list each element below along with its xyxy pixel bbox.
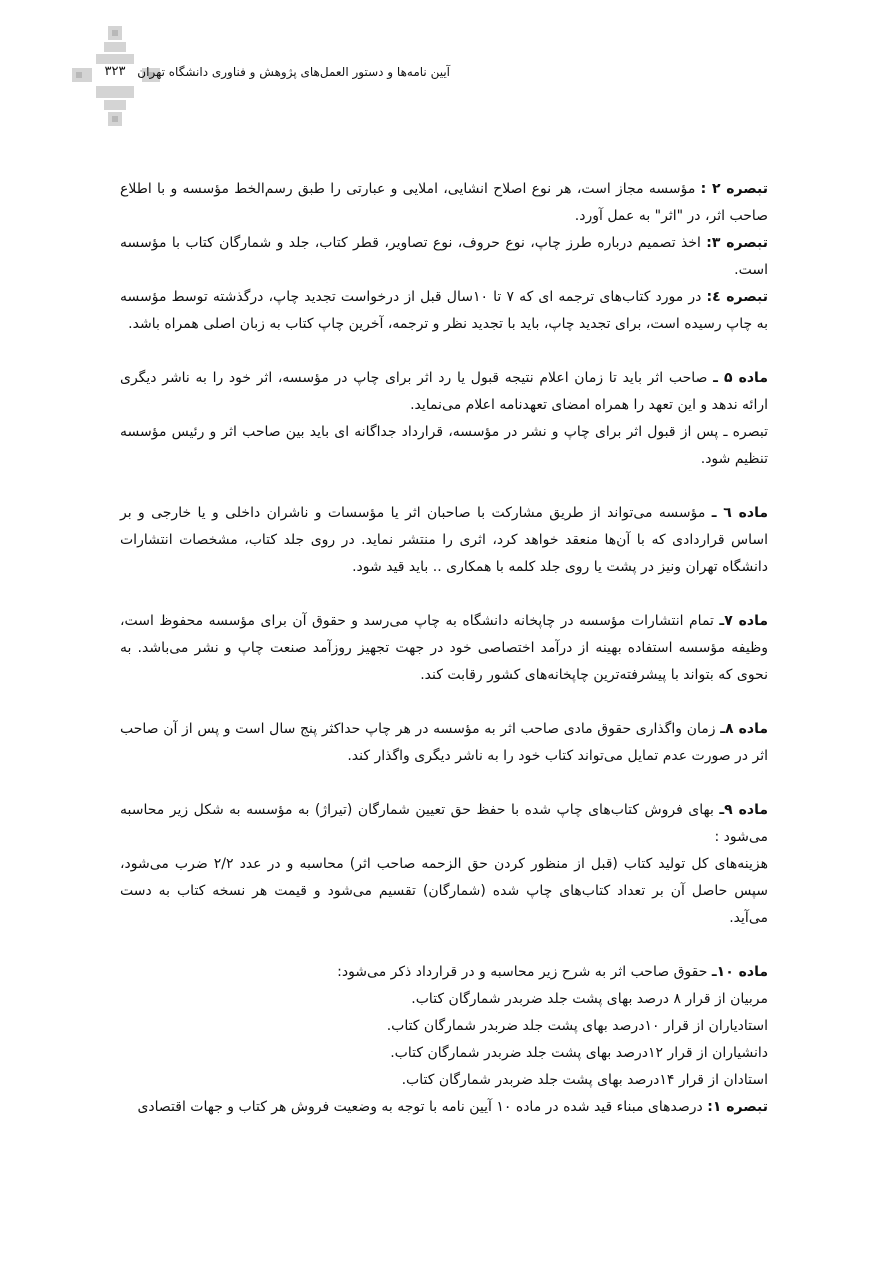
article-10-note-label: تبصره ۱: xyxy=(707,1099,768,1115)
running-header: آیین نامه‌ها و دستور العمل‌های پژوهش و فناوری دانشگاه تهران xyxy=(137,65,450,79)
body-text xyxy=(120,176,768,1121)
article-10-item: استادان از قرار ۱۴درصد بهای پشت جلد ضربدر شمارگان کتاب. xyxy=(401,1072,768,1088)
article-7 xyxy=(120,608,768,689)
page-number: ۳۲۳ xyxy=(104,64,126,79)
article-6-label: ماده ٦ ـ xyxy=(711,505,769,521)
note-2-text: مؤسسه مجاز است، هر نوع اصلاح انشایی، املایی و عبارتی را طبق رسم‌الخط مؤسسه و با اطلاع صاحب اثر، در "اثر" به عمل آورد. xyxy=(120,181,768,224)
article-5-text: صاحب اثر باید تا زمان اعلام نتیجه قبول یا رد اثر برای چاپ در مؤسسه، اثر خود را به ناشر دیگری ارائه ندهد و این تعهد را همراه امضای تعهدنامه اعلام می‌نماید. xyxy=(120,370,768,413)
article-10 xyxy=(120,959,768,986)
article-6 xyxy=(120,500,768,581)
note-4-label: تبصره ٤: xyxy=(706,289,768,305)
article-9-detail: هزینه‌های کل تولید کتاب (قبل از منظور کردن حق الزحمه صاحب اثر) محاسبه و در عدد ۲/۲ ضرب می‌شود، سپس حاصل آن بر تعداد کتاب‌های چاپ شده (شمارگان) تقسیم می‌شود و قیمت هر نسخه کتاب به دست می‌آید. xyxy=(120,856,768,926)
note-4 xyxy=(120,284,768,338)
article-5-note: تبصره ـ پس از قبول اثر برای چاپ و نشر در مؤسسه، قرارداد جداگانه ای باید بین صاحب اثر و رئیس مؤسسه تنظیم شود. xyxy=(120,424,768,467)
article-10-item: استادیاران از قرار ۱۰درصد بهای پشت جلد ضربدر شمارگان کتاب. xyxy=(386,1018,768,1034)
article-5 xyxy=(120,365,768,419)
note-2-label: تبصره ۲ : xyxy=(700,181,768,197)
article-10-note-text: درصدهای مبناء قید شده در ماده ۱۰ آیین نامه با توجه به وضعیت فروش هر کتاب و جهات اقتصادی xyxy=(137,1099,703,1115)
article-8 xyxy=(120,716,768,770)
article-10-note xyxy=(120,1094,768,1121)
article-5-label: ماده ۵ ـ xyxy=(713,370,768,386)
article-6-text: مؤسسه می‌تواند از طریق مشارکت با صاحبان اثر یا مؤسسات و ناشران داخلی و یا خارجی و بر اساس قراردادی که با آن‌ها منعقد خواهد کرد، اثری را منتشر نماید. در روی جلد کتاب، مشخصات انتشارات دانشگاه تهران ونیز در پشت یا روی جلد کلمه با همکاری .. باید قید شود. xyxy=(120,505,768,575)
note-3 xyxy=(120,230,768,284)
article-10-text: حقوق صاحب اثر به شرح زیر محاسبه و در قرارداد ذکر می‌شود: xyxy=(337,964,708,980)
note-3-label: تبصره ۳: xyxy=(706,235,768,251)
note-4-text: در مورد کتاب‌های ترجمه ای که ۷ تا ۱۰سال قبل از درخواست تجدید چاپ، درگذشته توسط مؤسسه به چاپ رسیده است، برای تجدید چاپ، باید با تجدید نظر و ترجمه، آخرین چاپ کتاب به زبان اصلی همراه باشد. xyxy=(120,289,768,332)
article-7-text: تمام انتشارات مؤسسه در چاپخانه دانشگاه به چاپ می‌رسد و حقوق آن برای مؤسسه محفوظ است، وظیفه مؤسسه استفاده بهینه از درآمد اختصاصی خود در جهت تجهیز روزآمد صنعت چاپ و نشر می‌باشد. به نحوی که بتواند با پیشرفته‌ترین چاپخانه‌های کشور رقابت کند. xyxy=(120,613,768,683)
note-2 xyxy=(120,176,768,230)
article-7-label: ماده ۷ـ xyxy=(719,613,768,629)
note-3-text: اخذ تصمیم درباره طرز چاپ، نوع حروف، نوع تصاویر، قطر کتاب، جلد و شمارگان کتاب با مؤسسه است. xyxy=(120,235,768,278)
article-8-text: زمان واگذاری حقوق مادی صاحب اثر به مؤسسه در هر چاپ حداکثر پنج سال است و پس از آن صاحب اثر در صورت عدم تمایل می‌تواند کتاب خود را به ناشر دیگری واگذار کند. xyxy=(120,721,768,764)
article-10-item: مربیان از قرار ۸ درصد بهای پشت جلد ضربدر شمارگان کتاب. xyxy=(411,991,768,1007)
article-8-label: ماده ۸ـ xyxy=(720,721,769,737)
article-9-text: بهای فروش کتاب‌های چاپ شده با حفظ حق تعیین شمارگان (تیراژ) به مؤسسه به شکل زیر محاسبه می‌شود : xyxy=(120,802,768,845)
article-10-item: دانشیاران از قرار ۱۲درصد بهای پشت جلد ضربدر شمارگان کتاب. xyxy=(390,1045,768,1061)
article-10-label: ماده ۱۰ـ xyxy=(711,964,768,980)
article-9-label: ماده ۹ـ xyxy=(719,802,769,818)
article-9 xyxy=(120,797,768,851)
